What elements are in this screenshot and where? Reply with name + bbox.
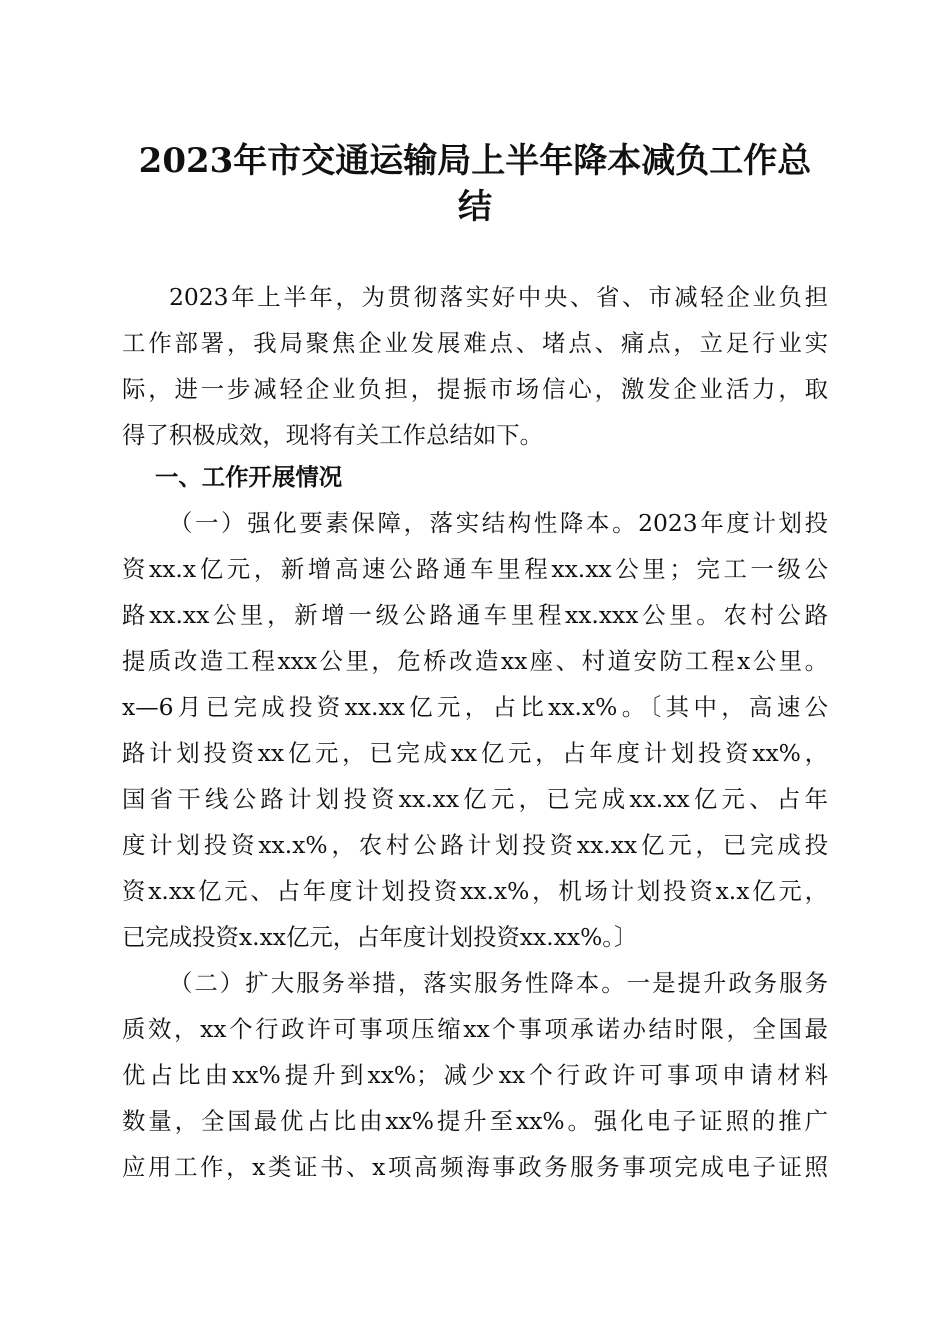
subsection-2-line-2: 质效，xx个行政许可事项压缩xx个事项承诺办结时限，全国最 <box>122 1015 828 1043</box>
subsection-1-line-2: 资xx.x亿元，新增高速公路通车里程xx.xx公里；完工一级公 <box>122 555 828 583</box>
subsection-1-line-8: 度计划投资xx.x%，农村公路计划投资xx.xx亿元，已完成投 <box>122 831 828 859</box>
subsection-1-lead: （一）强化要素保障，落实结构性降本。 <box>169 509 639 537</box>
subsection-1-line-10: 已完成投资x.xx亿元，占年度计划投资xx.xx%。〕 <box>122 923 638 951</box>
subsection-2-lead: （二）扩大服务举措，落实服务性降本。 <box>169 969 627 997</box>
subsection-1-line-3: 路xx.xx公里，新增一级公路通车里程xx.xxx公里。农村公路 <box>122 601 828 629</box>
subsection-1-line-5: x—6月已完成投资xx.xx亿元，占比xx.x%。〔其中，高速公 <box>122 693 828 721</box>
subsection-1-line-9: 资x.xx亿元、占年度计划投资xx.x%，机场计划投资x.x亿元， <box>122 877 828 905</box>
intro-line-4: 得了积极成效，现将有关工作总结如下。 <box>122 421 544 449</box>
document-title-line-2: 结 <box>458 187 492 227</box>
subsection-2-line-5: 应用工作，x类证书、x项高频海事政务服务事项完成电子证照 <box>122 1153 828 1181</box>
document-title-line-1: 2023年市交通运输局上半年降本减负工作总 <box>138 141 812 181</box>
subsection-2-line-3: 优占比由xx%提升到xx%；减少xx个行政许可事项申请材料 <box>122 1061 828 1089</box>
subsection-1-line-4: 提质改造工程xxx公里，危桥改造xx座、村道安防工程x公里。 <box>122 647 828 675</box>
subsection-2-line-1 <box>169 960 828 1006</box>
subsection-2-line-4: 数量，全国最优占比由xx%提升至xx%。强化电子证照的推广 <box>122 1107 828 1135</box>
subsection-1-line-1-rest: 2023年度计划投 <box>638 509 829 537</box>
intro-line-2: 工作部署，我局聚焦企业发展难点、堵点、痛点，立足行业实 <box>122 329 828 357</box>
intro-line-1: 2023年上半年，为贯彻落实好中央、省、市减轻企业负担 <box>169 283 828 311</box>
subsection-1-line-6: 路计划投资xx亿元，已完成xx亿元，占年度计划投资xx%， <box>122 739 828 767</box>
subsection-2-line-1-rest: 一是提升政务服务 <box>626 969 829 997</box>
subsection-1-line-7: 国省干线公路计划投资xx.xx亿元，已完成xx.xx亿元、占年 <box>122 785 828 813</box>
section-heading-work-progress: 一、工作开展情况 <box>155 463 343 491</box>
intro-line-3: 际，进一步减轻企业负担，提振市场信心，激发企业活力，取 <box>122 375 828 403</box>
subsection-1-line-1 <box>169 500 828 546</box>
